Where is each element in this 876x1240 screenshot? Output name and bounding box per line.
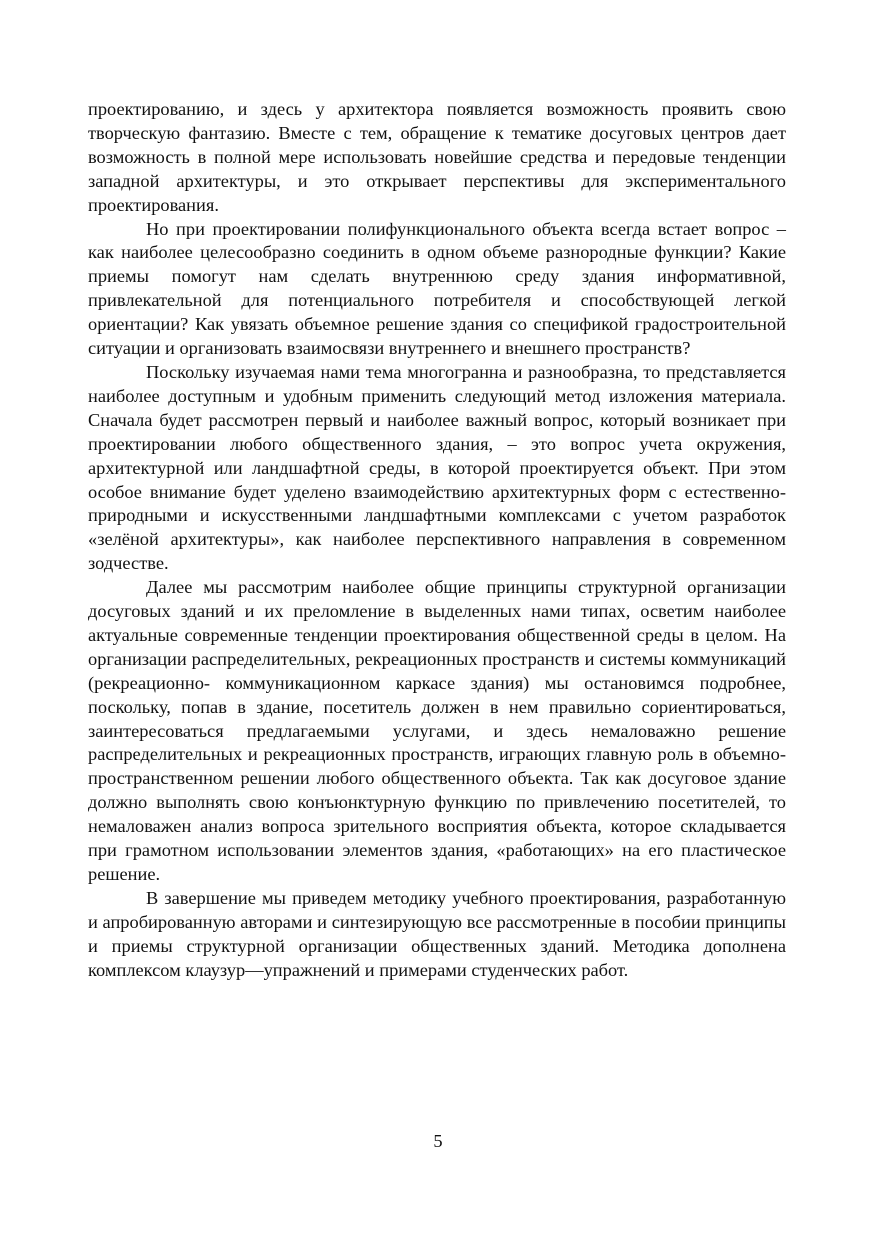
paragraph-5: В завершение мы приведем методику учебного проектирования, разработанную и апробированную авторами и синтезирующую все рассмотренные в пособии принципы и приемы структурной организации общественных зданий. Методика дополнена комплексом клаузур—упражнений и примерами студенческих работ. bbox=[88, 887, 786, 980]
paragraph-3: Поскольку изучаемая нами тема многогранна и разнообразна, то представляется наиболее доступным и удобным применить следующий метод изложения материала. Сначала будет рассмотрен первый и наиболее важный вопрос, который возникает при проектировании любого общественного здания, – это вопрос учета окружения, архитектурной или ландшафтной среды, в которой проектируется объект. При этом особое внимание будет уделено взаимодействию архитектурных форм с естественно-природными и искусственными ландшафтными комплексами с учетом разработок «зелёной архитектуры», как наиболее перспективного направления в современном зодчестве. bbox=[88, 361, 786, 574]
page-body bbox=[88, 98, 786, 983]
paragraph-1: проектированию, и здесь у архитектора появляется возможность проявить свою творческую фантазию. Вместе с тем, обращение к тематике досуговых центров дает возможность в полной мере использовать новейшие средства и передовые тенденции западной архитектуры, и это открывает перспективы для экспериментального проектирования. bbox=[88, 99, 786, 215]
page-number: 5 bbox=[433, 1131, 443, 1151]
paragraph-4: Далее мы рассмотрим наиболее общие принципы структурной организации досуговых зданий и их преломление в выделенных нами типах, осветим наиболее актуальные современные тенденции проектирования общественной среды в целом. На организации распределительных, рекреационных пространств и системы коммуникаций (рекреационно- коммуникационном каркасе здания) мы остановимся подробнее, поскольку, попав в здание, посетитель должен в нем правильно сориентироваться, заинтересоваться предлагаемыми услугами, и здесь немаловажно решение распределительных и рекреационных пространств, играющих главную роль в объемно-пространственном решении любого общественного объекта. Так как досуговое здание должно выполнять свою конъюнктурную функцию по привлечению посетителей, то немаловажен анализ вопроса зрительного восприятия объекта, которое складывается при грамотном использовании элементов здания, «работающих» на его пластическое решение. bbox=[88, 577, 786, 884]
paragraph-2: Но при проектировании полифункционального объекта всегда встает вопрос – как наиболее целесообразно соединить в одном объеме разнородные функции? Какие приемы помогут нам сделать внутреннюю среду здания информативной, привлекательной для потенциального потребителя и способствующей легкой ориентации? Как увязать объемное решение здания со спецификой градостроительной ситуации и организовать взаимосвязи внутреннего и внешнего пространств? bbox=[88, 218, 786, 359]
